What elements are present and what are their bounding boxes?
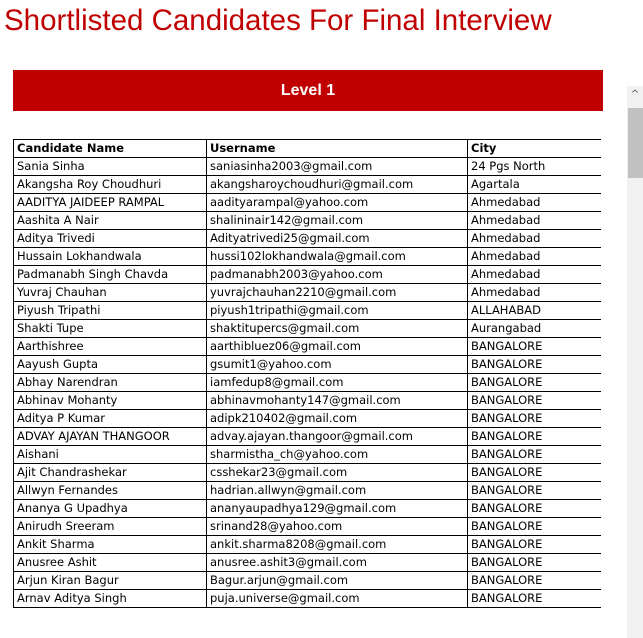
page-title: Shortlisted Candidates For Final Interview	[4, 4, 552, 37]
city-cell: Agartala	[468, 176, 602, 194]
city-cell: 24 Pgs North	[468, 158, 602, 176]
username-cell: advay.ajayan.thangoor@gmail.com	[207, 428, 468, 446]
candidate-name-cell: Yuvraj Chauhan	[14, 284, 207, 302]
table-row	[14, 158, 602, 176]
city-cell: Ahmedabad	[468, 230, 602, 248]
candidate-name-cell: AADITYA JAIDEEP RAMPAL	[14, 194, 207, 212]
city-cell: Ahmedabad	[468, 248, 602, 266]
city-cell: ALLAHABAD	[468, 302, 602, 320]
vertical-scrollbar[interactable]	[627, 86, 643, 638]
city-cell: Ahmedabad	[468, 266, 602, 284]
candidate-sheet	[13, 139, 601, 638]
level-banner	[13, 70, 603, 111]
column-header-city: City	[468, 140, 602, 158]
candidate-name-cell: Padmanabh Singh Chavda	[14, 266, 207, 284]
city-cell: BANGALORE	[468, 500, 602, 518]
candidate-name-cell: Aditya Trivedi	[14, 230, 207, 248]
username-cell: yuvrajchauhan2210@gmail.com	[207, 284, 468, 302]
city-cell: BANGALORE	[468, 392, 602, 410]
scroll-thumb[interactable]	[628, 108, 643, 178]
table-row	[14, 176, 602, 194]
candidate-name-cell: Aarthishree	[14, 338, 207, 356]
username-cell: sharmistha_ch@yahoo.com	[207, 446, 468, 464]
candidates-table	[13, 139, 601, 608]
table-row	[14, 248, 602, 266]
username-cell: gsumit1@yahoo.com	[207, 356, 468, 374]
city-cell: BANGALORE	[468, 410, 602, 428]
table-row	[14, 554, 602, 572]
username-cell: iamfedup8@gmail.com	[207, 374, 468, 392]
table-row	[14, 230, 602, 248]
city-cell: BANGALORE	[468, 338, 602, 356]
username-cell: aarthibluez06@gmail.com	[207, 338, 468, 356]
table-row	[14, 374, 602, 392]
column-header-username: Username	[207, 140, 468, 158]
city-cell: Ahmedabad	[468, 194, 602, 212]
candidate-name-cell: Ajit Chandrashekar	[14, 464, 207, 482]
username-cell: hussi102lokhandwala@gmail.com	[207, 248, 468, 266]
candidate-name-cell: Anirudh Sreeram	[14, 518, 207, 536]
username-cell: adipk210402@gmail.com	[207, 410, 468, 428]
city-cell: BANGALORE	[468, 554, 602, 572]
city-cell: BANGALORE	[468, 446, 602, 464]
candidate-name-cell: ADVAY AJAYAN THANGOOR	[14, 428, 207, 446]
candidate-name-cell: Anusree Ashit	[14, 554, 207, 572]
table-row	[14, 356, 602, 374]
candidate-name-cell: Abhay Narendran	[14, 374, 207, 392]
username-cell: ankit.sharma8208@gmail.com	[207, 536, 468, 554]
city-cell: BANGALORE	[468, 464, 602, 482]
city-cell: BANGALORE	[468, 572, 602, 590]
city-cell: Ahmedabad	[468, 284, 602, 302]
candidate-name-cell: Sania Sinha	[14, 158, 207, 176]
username-cell: puja.universe@gmail.com	[207, 590, 468, 608]
table-row	[14, 536, 602, 554]
username-cell: shalininair142@gmail.com	[207, 212, 468, 230]
candidate-name-cell: Aishani	[14, 446, 207, 464]
city-cell: BANGALORE	[468, 590, 602, 608]
table-row	[14, 572, 602, 590]
candidate-name-cell: Arnav Aditya Singh	[14, 590, 207, 608]
table-header-row	[14, 140, 602, 158]
level-label: Level 1	[280, 81, 336, 99]
candidate-name-cell: Aayush Gupta	[14, 356, 207, 374]
city-cell: BANGALORE	[468, 374, 602, 392]
username-cell: anusree.ashit3@gmail.com	[207, 554, 468, 572]
table-row	[14, 194, 602, 212]
candidate-name-cell: Arjun Kiran Bagur	[14, 572, 207, 590]
table-row	[14, 482, 602, 500]
candidate-name-cell: Allwyn Fernandes	[14, 482, 207, 500]
table-row	[14, 212, 602, 230]
username-cell: shaktitupercs@gmail.com	[207, 320, 468, 338]
table-row	[14, 590, 602, 608]
candidate-name-cell: Piyush Tripathi	[14, 302, 207, 320]
username-cell: piyush1tripathi@gmail.com	[207, 302, 468, 320]
candidate-name-cell: Akangsha Roy Choudhuri	[14, 176, 207, 194]
table-row	[14, 500, 602, 518]
table-row	[14, 266, 602, 284]
username-cell: Adityatrivedi25@gmail.com	[207, 230, 468, 248]
table-row	[14, 392, 602, 410]
table-row	[14, 464, 602, 482]
column-header-candidate-name: Candidate Name	[14, 140, 207, 158]
city-cell: Aurangabad	[468, 320, 602, 338]
city-cell: BANGALORE	[468, 518, 602, 536]
username-cell: aadityarampal@yahoo.com	[207, 194, 468, 212]
username-cell: Bagur.arjun@gmail.com	[207, 572, 468, 590]
city-cell: BANGALORE	[468, 356, 602, 374]
table-row	[14, 320, 602, 338]
table-row	[14, 518, 602, 536]
table-row	[14, 410, 602, 428]
table-row	[14, 302, 602, 320]
candidate-name-cell: Aashita A Nair	[14, 212, 207, 230]
username-cell: abhinavmohanty147@gmail.com	[207, 392, 468, 410]
table-row	[14, 446, 602, 464]
candidate-name-cell: Hussain Lokhandwala	[14, 248, 207, 266]
username-cell: hadrian.allwyn@gmail.com	[207, 482, 468, 500]
candidate-name-cell: Ankit Sharma	[14, 536, 207, 554]
username-cell: csshekar23@gmail.com	[207, 464, 468, 482]
table-row	[14, 284, 602, 302]
city-cell: Ahmedabad	[468, 212, 602, 230]
city-cell: BANGALORE	[468, 536, 602, 554]
candidate-name-cell: Shakti Tupe	[14, 320, 207, 338]
table-row	[14, 428, 602, 446]
candidate-name-cell: Ananya G Upadhya	[14, 500, 207, 518]
city-cell: BANGALORE	[468, 482, 602, 500]
username-cell: padmanabh2003@yahoo.com	[207, 266, 468, 284]
username-cell: saniasinha2003@gmail.com	[207, 158, 468, 176]
username-cell: srinand28@yahoo.com	[207, 518, 468, 536]
candidate-name-cell: Abhinav Mohanty	[14, 392, 207, 410]
candidate-name-cell: Aditya P Kumar	[14, 410, 207, 428]
username-cell: ananyaupadhya129@gmail.com	[207, 500, 468, 518]
table-row	[14, 338, 602, 356]
city-cell: BANGALORE	[468, 428, 602, 446]
username-cell: akangsharoychoudhuri@gmail.com	[207, 176, 468, 194]
chevron-up-icon[interactable]: ^	[630, 89, 640, 100]
